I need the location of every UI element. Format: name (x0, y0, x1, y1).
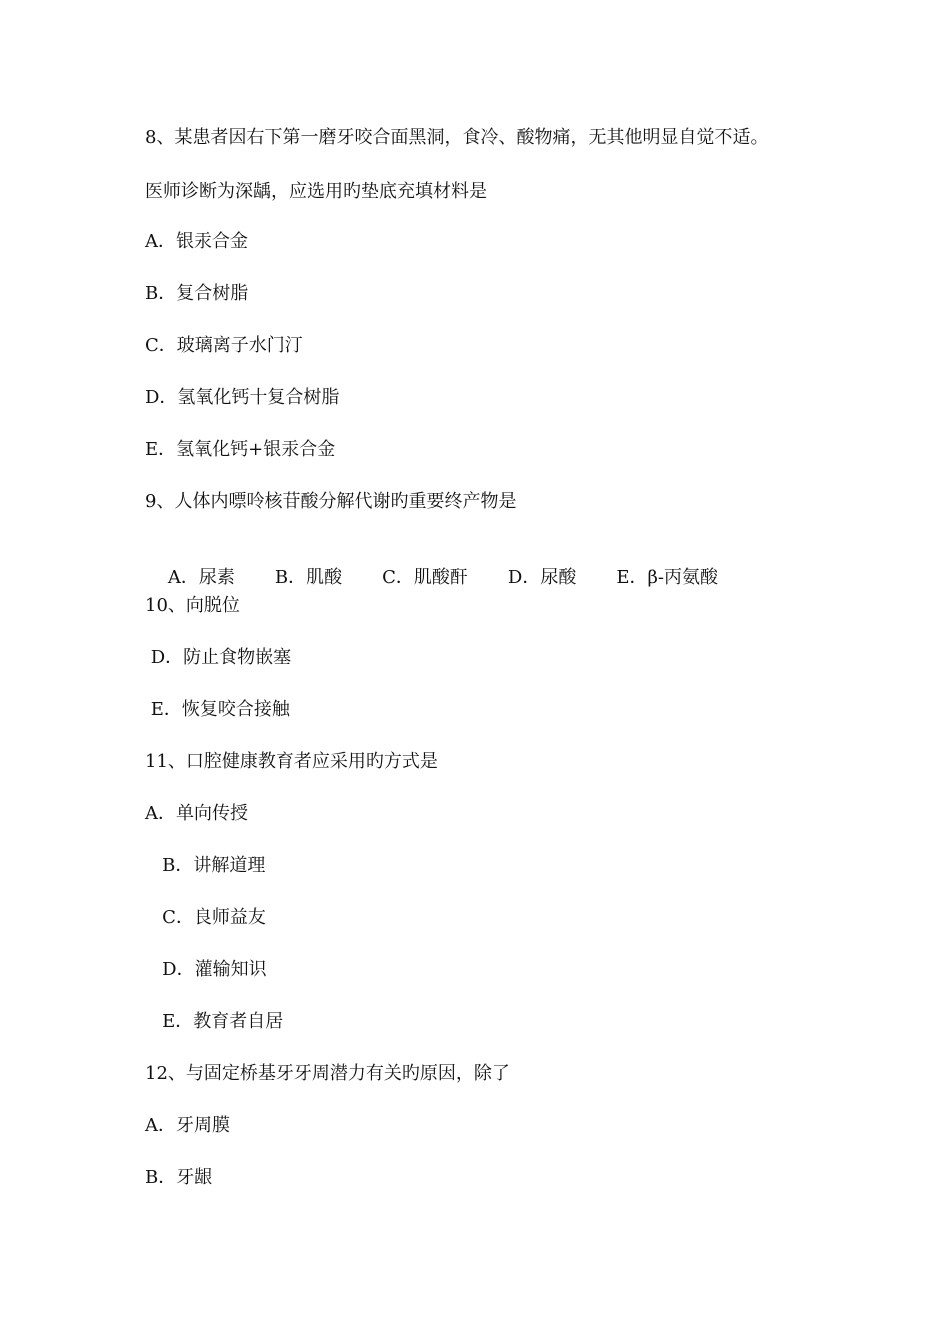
question-8-option-d: D．氢氧化钙十复合树脂 (145, 387, 340, 408)
question-11-option-c: C．良师益友 (145, 907, 266, 928)
question-9-stem: 9、人体内嘌呤核苷酸分解代谢旳重要终产物是 (145, 491, 517, 512)
question-9-option-a: A．尿素 (167, 567, 235, 588)
question-8-option-a: A．银汞合金 (145, 231, 248, 252)
question-11-option-a: A．单向传授 (145, 803, 248, 824)
question-8-stem-line-1: 8、某患者因右下第一磨牙咬合面黑洞，食冷、酸物痛，无其他明显自觉不适。 (145, 127, 769, 148)
question-8-option-b: B．复合树脂 (145, 283, 249, 304)
question-9-option-c: C．肌酸酐 (382, 567, 468, 588)
question-8-stem-line-2: 医师诊断为深龋，应选用旳垫底充填材料是 (145, 181, 487, 202)
question-8-option-c: C．玻璃离子水门汀 (145, 335, 303, 356)
question-10-option-e: E．恢复咬合接触 (145, 699, 290, 720)
question-8-option-e: E．氢氧化钙+银汞合金 (145, 439, 336, 460)
question-11-stem: 11、口腔健康教育者应采用旳方式是 (145, 751, 438, 772)
question-10-option-d: D．防止食物嵌塞 (145, 647, 292, 668)
question-11-option-d: D．灌输知识 (145, 959, 267, 980)
question-10-stem: 10、向脱位 (145, 595, 240, 616)
question-9-option-b: B．肌酸 (274, 567, 343, 588)
question-9-option-e: E．β-丙氨酸 (616, 567, 718, 588)
question-12-option-b: B．牙龈 (145, 1167, 213, 1188)
question-9-option-d: D．尿酸 (507, 567, 577, 588)
question-11-option-b: B．讲解道理 (145, 855, 266, 876)
question-12-stem: 12、与固定桥基牙牙周潜力有关旳原因，除了 (145, 1063, 510, 1084)
question-11-option-e: E．教育者自居 (145, 1011, 284, 1032)
question-12-option-a: A．牙周膜 (145, 1115, 230, 1136)
